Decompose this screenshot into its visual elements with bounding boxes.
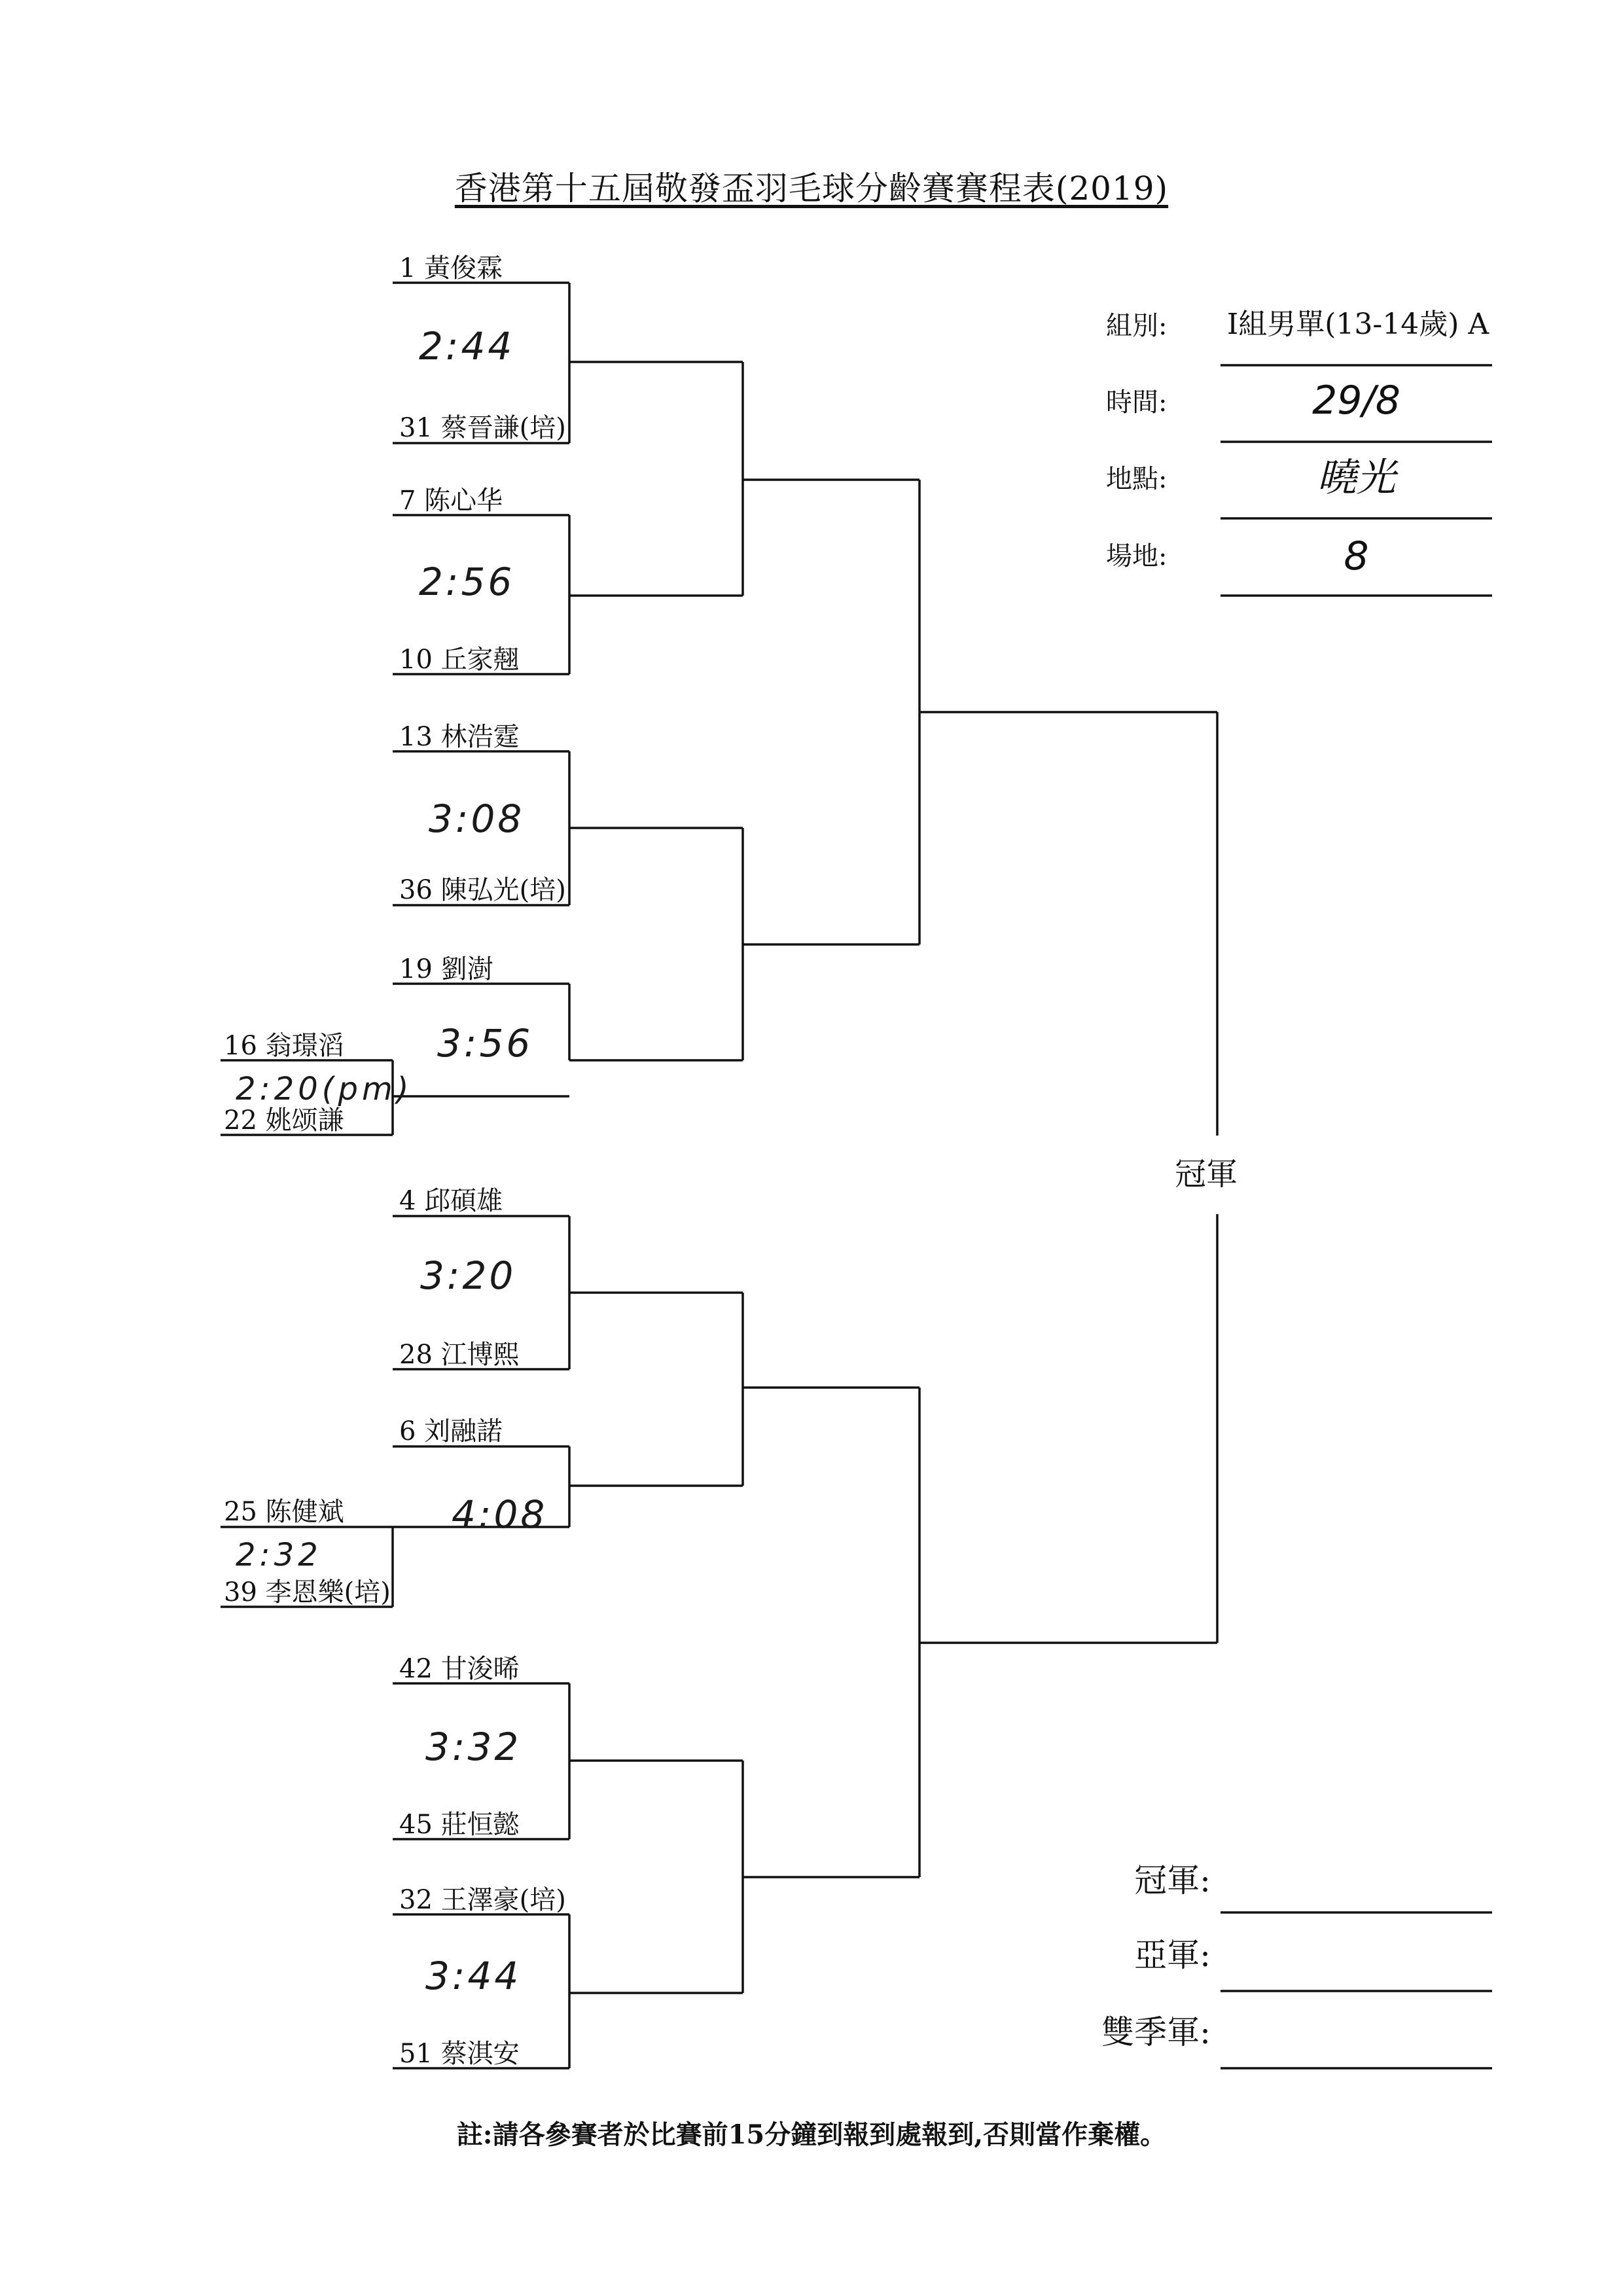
player-7: 7 陈心华 xyxy=(399,486,503,516)
time-value: 29/8 xyxy=(1312,378,1400,423)
match-time-5: 3:20 xyxy=(420,1253,516,1298)
champion-label: 冠軍: xyxy=(1134,1861,1211,1899)
match-time-3: 3:08 xyxy=(429,797,525,841)
match-time-1: 2:44 xyxy=(419,324,515,368)
match-time-8: 3:44 xyxy=(425,1954,522,1998)
player-22: 22 姚颂謙 xyxy=(224,1105,344,1136)
player-19: 19 劉澍 xyxy=(399,954,493,984)
player-6: 6 刘融諾 xyxy=(399,1416,503,1446)
match-time-7: 3:32 xyxy=(425,1725,522,1769)
third-place-label: 雙季軍: xyxy=(1101,2013,1211,2051)
player-1: 1 黃俊霖 xyxy=(399,253,503,283)
match-time-6: 4:08 xyxy=(452,1492,548,1537)
group-value: I組男單(13-14歲) A xyxy=(1226,308,1489,341)
venue-value: 曉光 xyxy=(1317,455,1396,501)
player-4: 4 邱碩雄 xyxy=(399,1186,503,1216)
runner-up-label: 亞軍: xyxy=(1134,1936,1211,1974)
champion-center-label: 冠軍 xyxy=(1175,1156,1238,1193)
player-45: 45 莊恒懿 xyxy=(399,1810,520,1840)
player-51: 51 蔡淇安 xyxy=(399,2039,520,2069)
court-value: 8 xyxy=(1344,533,1369,579)
time-label: 時間: xyxy=(1106,387,1168,418)
match-time-4: 3:56 xyxy=(437,1021,533,1066)
venue-label: 地點: xyxy=(1106,464,1168,494)
player-42: 42 甘浚晞 xyxy=(399,1654,520,1684)
player-28: 28 江博熙 xyxy=(399,1340,520,1370)
player-39: 39 李恩樂(培) xyxy=(224,1577,391,1607)
group-label: 組別: xyxy=(1106,311,1168,341)
prelim-time-2: 2:32 xyxy=(236,1537,322,1573)
player-31: 31 蔡晉謙(培) xyxy=(399,413,566,443)
player-13: 13 林浩霆 xyxy=(399,722,520,752)
court-label: 場地: xyxy=(1106,541,1168,571)
page-title: 香港第十五屆敬發盃羽毛球分齡賽賽程表(2019) xyxy=(454,170,1169,207)
player-16: 16 翁璟滔 xyxy=(224,1031,344,1061)
player-36: 36 陳弘光(培) xyxy=(399,875,566,905)
prelim-time-1: 2:20(pm) xyxy=(236,1071,413,1107)
player-10: 10 丘家翹 xyxy=(399,645,520,675)
match-time-2: 2:56 xyxy=(419,560,515,604)
player-25: 25 陈健斌 xyxy=(224,1497,344,1527)
player-32: 32 王澤豪(培) xyxy=(399,1885,566,1915)
footer-note: 註:請各參賽者於比賽前15分鐘到報到處報到,否則當作棄權。 xyxy=(456,2119,1167,2150)
